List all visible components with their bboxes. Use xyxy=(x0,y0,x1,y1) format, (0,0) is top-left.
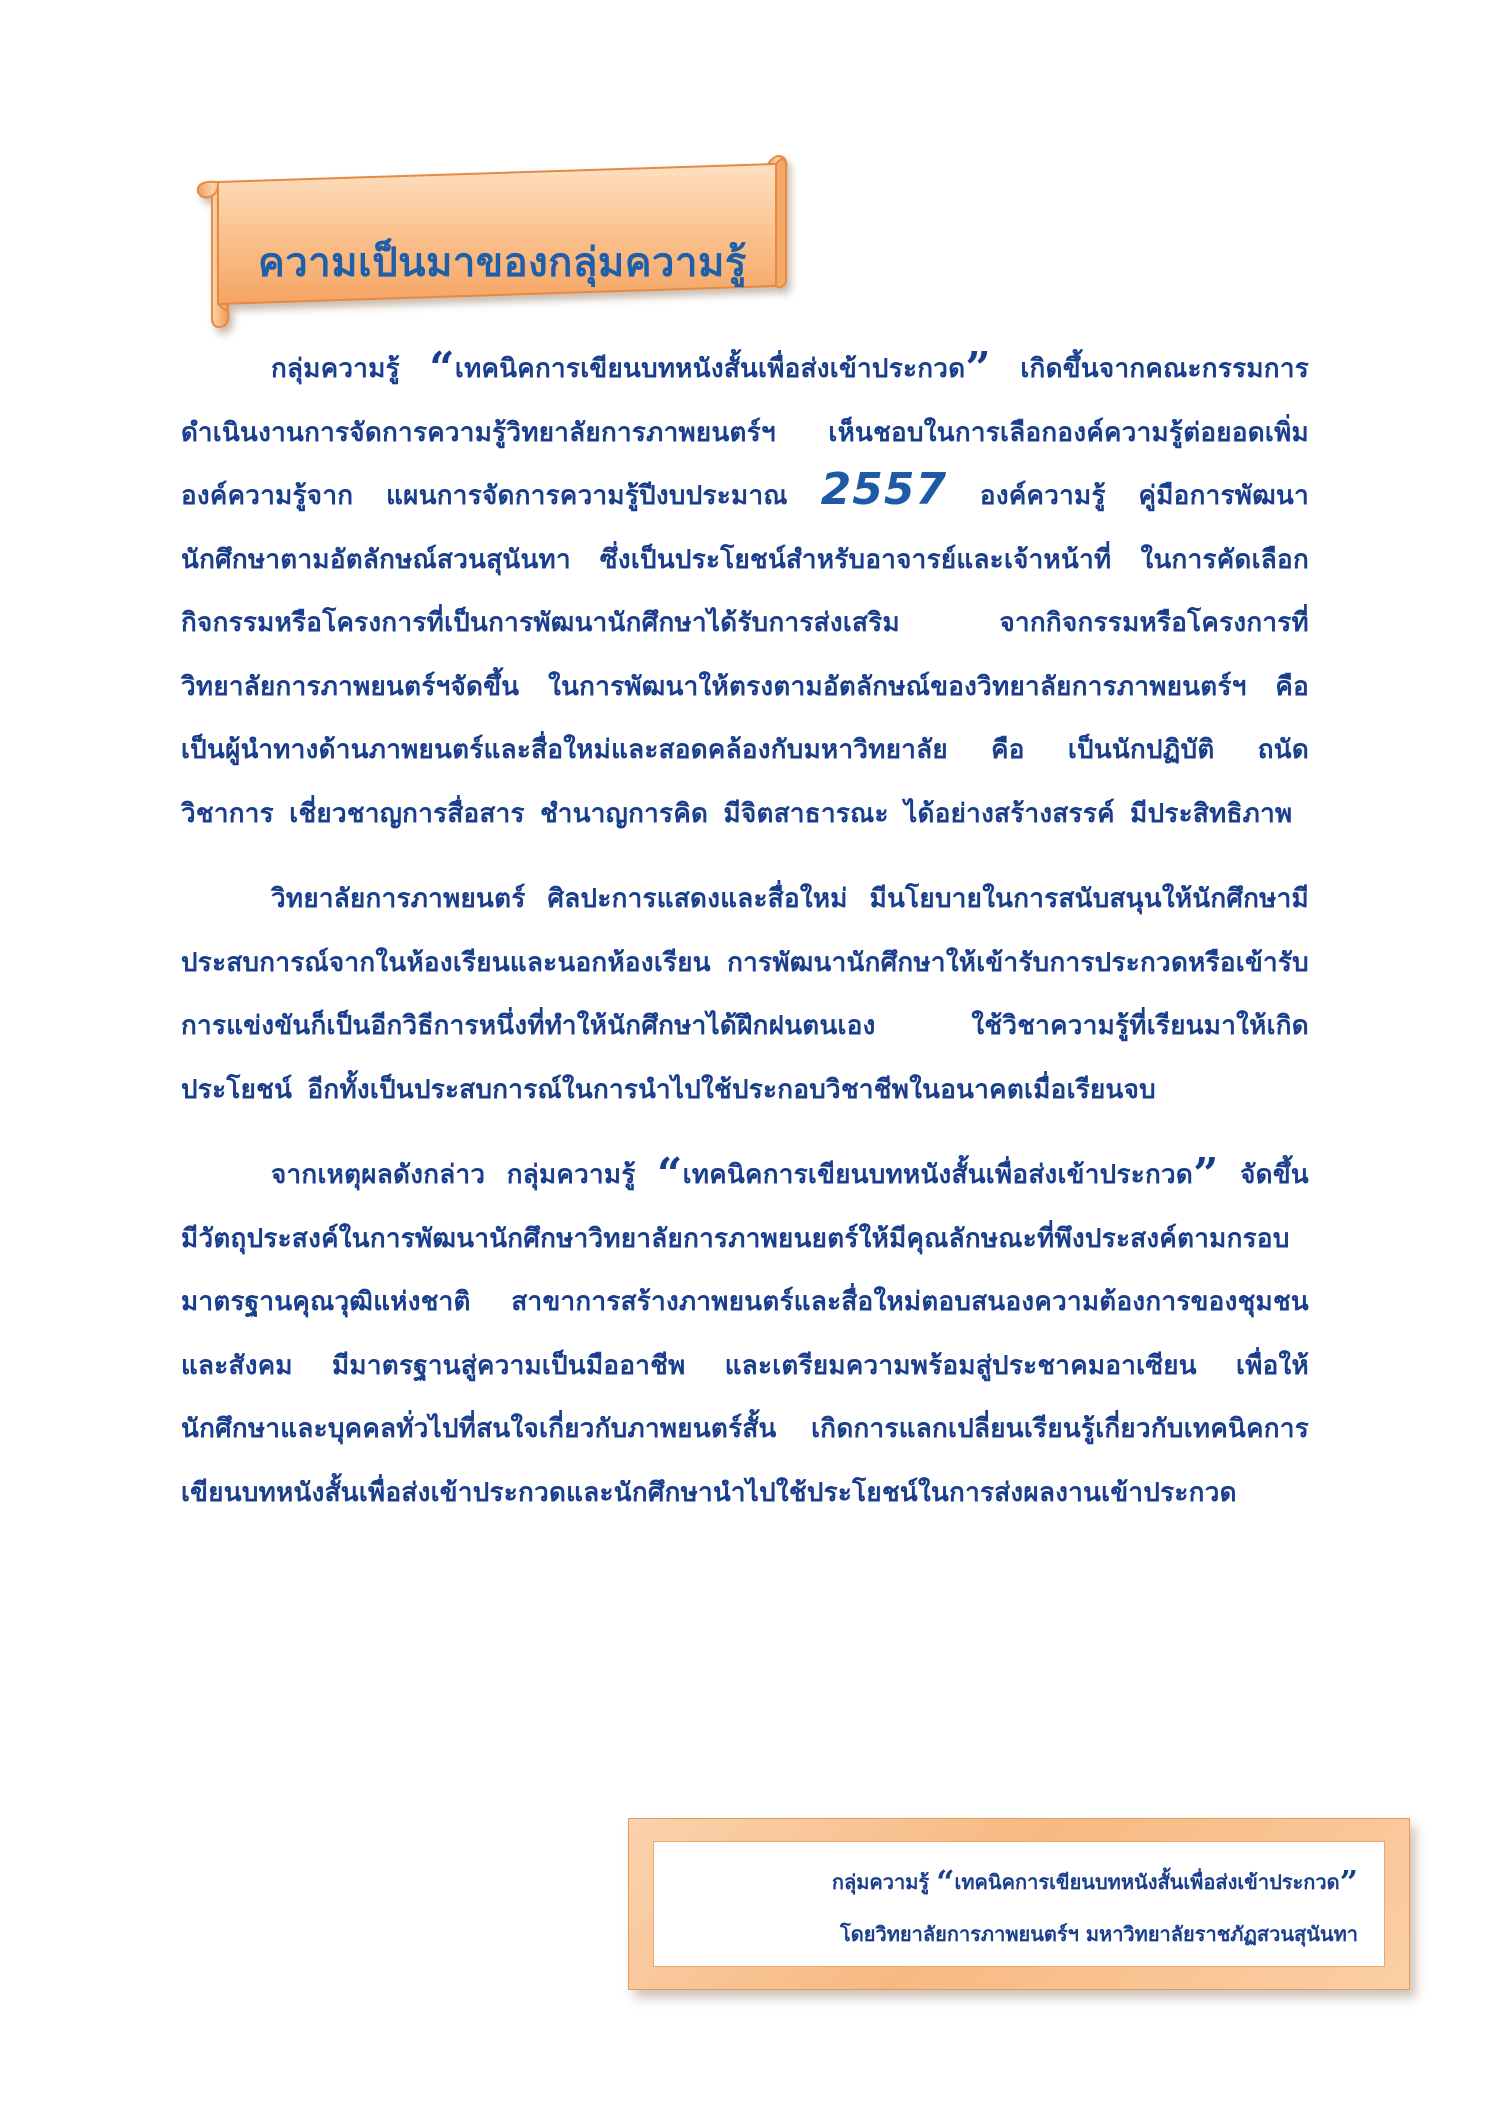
fiscal-year: 2557 xyxy=(820,464,948,515)
paragraph-text: วิทยาลัยการภาพยนตร์ ศิลปะการแสดงและสื่อใหม่ มีนโยบายในการสนับสนุนให้นักศึกษามีประสบการณ์จากในห้องเรียนและนอกห้องเรียน การพัฒนานักศึกษาให้เข้ารับการประกวดหรือเข้ารับการแข่งขันก็เป็นอีกวิธีการหนึ่งที่ทำให้นักศึกษาได้ฝึกฝนตนเอง ใช้วิชาความรู้ที่เรียนมาให้เกิดประโยชน์ อีกทั้งเป็นประสบการณ์ในการนำไปใช้ประกอบวิชาชีพในอนาคตเมื่อเรียนจบ xyxy=(181,884,1309,1105)
body-content xyxy=(181,338,1309,1525)
knowledge-group-name: เทคนิคการเขียนบทหนังสั้นเพื่อส่งเข้าประกวด xyxy=(682,1160,1194,1190)
paragraph-lead: จากเหตุผลดังกล่าว กลุ่มความรู้ xyxy=(271,1160,658,1190)
title-banner xyxy=(190,152,810,328)
paragraph-background xyxy=(181,338,1309,846)
open-quote: “ xyxy=(429,343,455,394)
paragraph-text: จัดขึ้น มีวัตถุประสงค์ในการพัฒนานักศึกษาวิทยาลัยการภาพยนยตร์ให้มีคุณลักษณะที่พึงประสงค์ตามกรอบมาตรฐานคุณวุฒิแห่งชาติ สาขาการสร้างภาพยนตร์และสื่อใหม่ตอบสนองความต้องการของชุมชน และสังคม มีมาตรฐานสู่ความเป็นมืออาชีพ และเตรียมความพร้อมสู่ประชาคมอาเซียน เพื่อให้นักศึกษาและบุคคลทั่วไปที่สนใจเกี่ยวกับภาพยนตร์สั้น เกิดการแลกเปลี่ยนเรียนรู้เกี่ยวกับเทคนิคการเขียนบทหนังสั้นเพื่อส่งเข้าประกวดและนักศึกษานำไปใช้ประโยชน์ในการส่งผลงานเข้าประกวด xyxy=(181,1160,1310,1508)
footer-inner-box xyxy=(653,1841,1385,1967)
paragraph-lead: กลุ่มความรู้ xyxy=(271,354,430,384)
close-quote: ” xyxy=(965,343,991,394)
open-quote: “ xyxy=(936,1863,955,1901)
footer-organization: โดยวิทยาลัยการภาพยนตร์ฯ มหาวิทยาลัยราชภัฏสวนสุนันทา xyxy=(840,1922,1358,1946)
open-quote: “ xyxy=(657,1149,683,1200)
close-quote: ” xyxy=(1339,1863,1358,1901)
footer-knowledge-group xyxy=(831,1863,1358,1901)
section-title: ความเป็นมาของกลุ่มความรู้ xyxy=(258,239,747,286)
paragraph-objective xyxy=(181,1144,1309,1525)
footer-lead: กลุ่มความรู้ xyxy=(831,1870,937,1894)
knowledge-group-name: เทคนิคการเขียนบทหนังสั้นเพื่อส่งเข้าประกวด xyxy=(454,354,966,384)
paragraph-text: เกิดขึ้นจากคณะกรรมการดำเนินงานการจัดการความรู้วิทยาลัยการภาพยนตร์ฯ เห็นชอบในการเลือกองค์ความรู้ต่อยอดเพิ่มองค์ความรู้จาก แผนการจัดการความรู้ปีงบประมาณ xyxy=(181,354,1310,511)
paragraph-policy xyxy=(181,868,1309,1122)
footer-group-name: เทคนิคการเขียนบทหนังสั้นเพื่อส่งเข้าประกวด xyxy=(954,1870,1340,1894)
paragraph-text: องค์ความรู้ คู่มือการพัฒนานักศึกษาตามอัตลักษณ์สวนสุนันทา ซึ่งเป็นประโยชน์สำหรับอาจารย์และเจ้าหน้าที่ ในการคัดเลือกกิจกรรมหรือโครงการที่เป็นการพัฒนานักศึกษาได้รับการส่งเสริม จากกิจกรรมหรือโครงการที่วิทยาลัยการภาพยนตร์ฯจัดขึ้น ในการพัฒนาให้ตรงตามอัตลักษณ์ของวิทยาลัยการภาพยนตร์ฯ คือ เป็นผู้นำทางด้านภาพยนตร์และสื่อใหม่และสอดคล้องกับมหาวิทยาลัย คือ เป็นนักปฏิบัติ ถนัดวิชาการ เชี่ยวชาญการสื่อสาร ชำนาญการคิด มีจิตสาธารณะ ได้อย่างสร้างสรรค์ มีประสิทธิภาพ xyxy=(181,481,1309,829)
footer-card xyxy=(628,1818,1410,1990)
close-quote: ” xyxy=(1193,1149,1219,1200)
